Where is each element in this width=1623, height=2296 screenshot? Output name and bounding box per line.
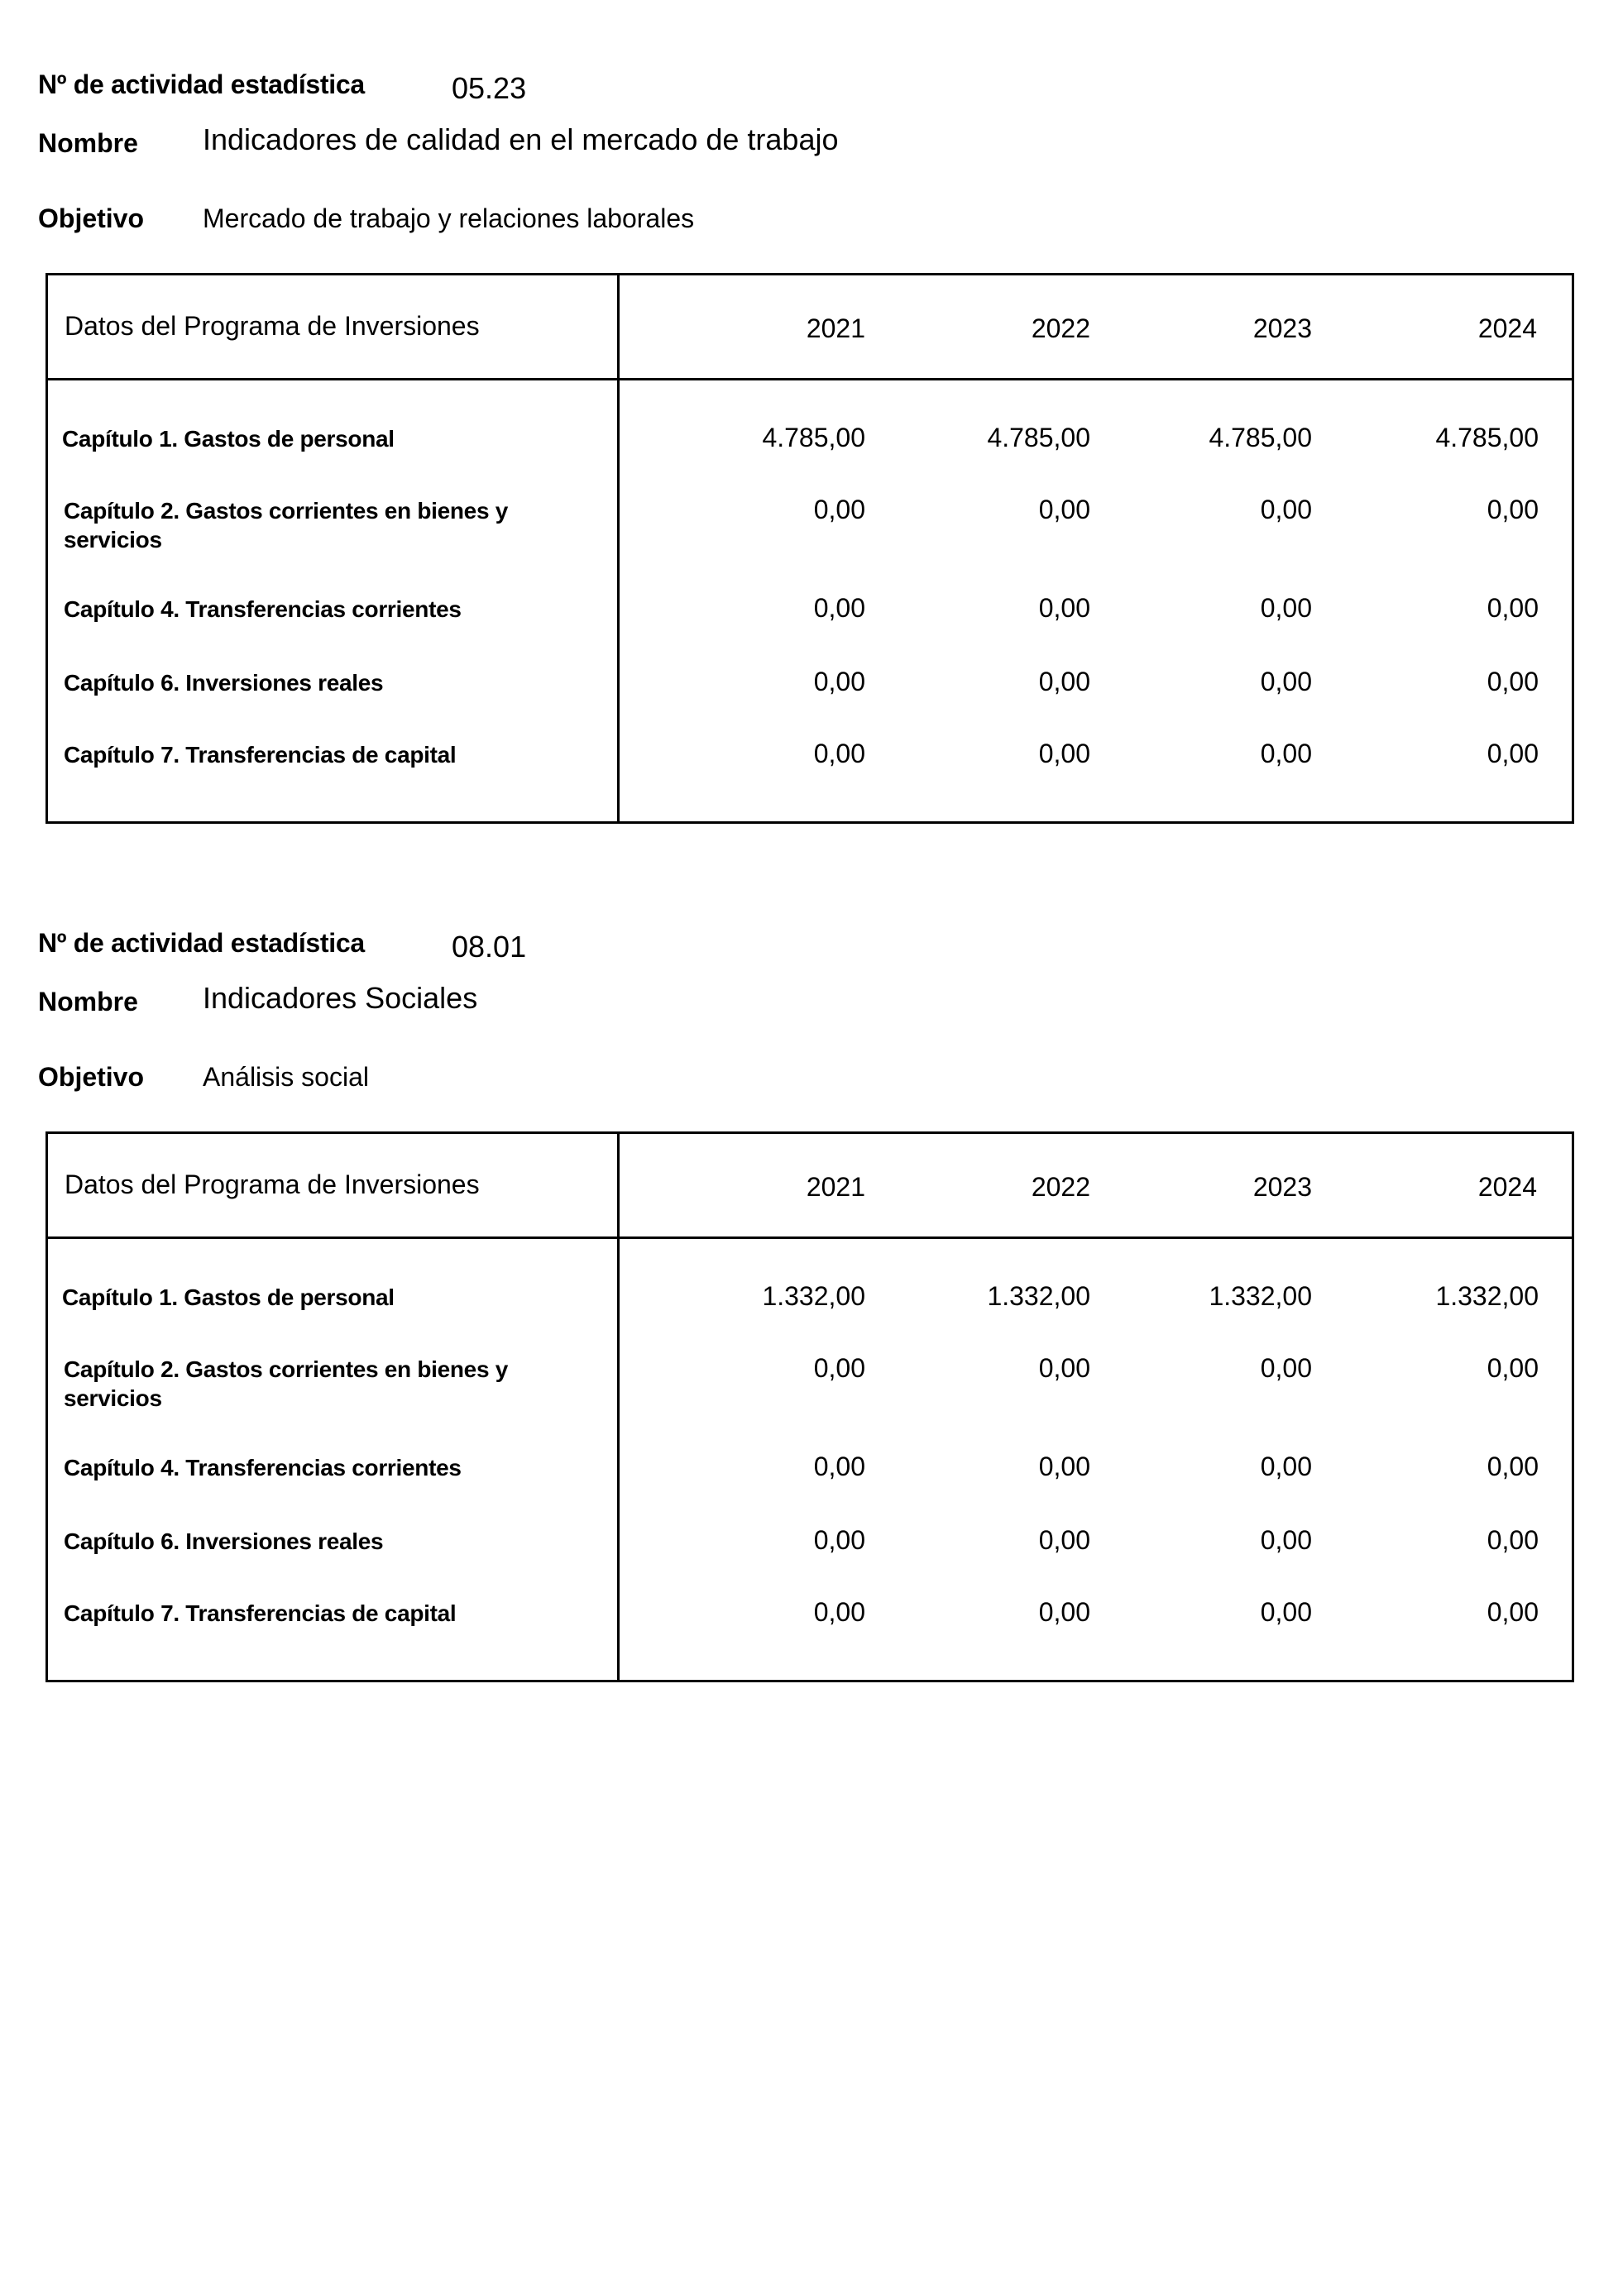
value-cell: 0,00 — [1260, 1525, 1312, 1555]
value-cell: 0,00 — [1260, 593, 1312, 623]
chapter-label: Capítulo 7. Transferencias de capital — [64, 742, 457, 768]
table-column-divider — [617, 275, 620, 821]
value-cell: 1.332,00 — [762, 1281, 865, 1311]
value-cell: 0,00 — [1487, 739, 1539, 768]
value-cell: 0,00 — [1260, 739, 1312, 768]
name-value: Indicadores Sociales — [203, 981, 478, 1015]
value-cell: 0,00 — [1038, 495, 1090, 524]
chapter-label: Capítulo 2. Gastos corrientes en bienes y servicios — [64, 1356, 508, 1411]
year-header: 2024 — [1477, 313, 1537, 343]
name-label: Nombre — [38, 128, 138, 158]
activity-number-label: Nº de actividad estadística — [38, 69, 365, 99]
table-header-divider — [48, 1236, 1572, 1239]
chapter-label: Capítulo 1. Gastos de personal — [62, 426, 395, 452]
chapter-label: Capítulo 4. Transferencias corrientes — [64, 1455, 462, 1480]
activity-section — [0, 859, 1623, 1686]
year-header: 2023 — [1252, 1172, 1312, 1202]
value-cell: 4.785,00 — [1209, 423, 1312, 452]
value-cell: 0,00 — [1487, 1597, 1539, 1627]
value-cell: 0,00 — [1260, 1452, 1312, 1481]
value-cell: 0,00 — [813, 739, 865, 768]
activity-number-value: 08.01 — [452, 930, 527, 964]
value-cell: 0,00 — [1260, 1597, 1312, 1627]
name-value: Indicadores de calidad en el mercado de trabajo — [203, 122, 839, 156]
value-cell: 0,00 — [1038, 1353, 1090, 1383]
objective-value: Análisis social — [203, 1062, 369, 1092]
value-cell: 0,00 — [1260, 495, 1312, 524]
value-cell: 0,00 — [1260, 667, 1312, 696]
objective-label: Objetivo — [38, 203, 145, 233]
value-cell: 0,00 — [813, 1353, 865, 1383]
value-cell: 1.332,00 — [1209, 1281, 1312, 1311]
value-cell: 0,00 — [1038, 1597, 1090, 1627]
value-cell: 0,00 — [1487, 1452, 1539, 1481]
value-cell: 1.332,00 — [1435, 1281, 1539, 1311]
value-cell: 0,00 — [1487, 667, 1539, 696]
activity-number-label: Nº de actividad estadística — [38, 928, 365, 958]
name-label: Nombre — [38, 987, 138, 1016]
investment-table — [45, 273, 1574, 824]
objective-value: Mercado de trabajo y relaciones laborales — [203, 203, 695, 233]
activity-number-value: 05.23 — [452, 71, 527, 105]
year-header: 2021 — [806, 1172, 865, 1202]
value-cell: 0,00 — [1038, 593, 1090, 623]
value-cell: 0,00 — [813, 1597, 865, 1627]
year-header: 2022 — [1031, 1172, 1090, 1202]
objective-label: Objetivo — [38, 1062, 145, 1092]
value-cell: 0,00 — [1038, 739, 1090, 768]
table-header-title: Datos del Programa de Inversiones — [65, 1170, 480, 1199]
value-cell: 0,00 — [813, 495, 865, 524]
chapter-label: Capítulo 6. Inversiones reales — [64, 670, 384, 696]
investment-table — [45, 1131, 1574, 1682]
chapter-label: Capítulo 6. Inversiones reales — [64, 1528, 384, 1554]
value-cell: 0,00 — [813, 1525, 865, 1555]
value-cell: 0,00 — [1487, 593, 1539, 623]
value-cell: 4.785,00 — [762, 423, 865, 452]
year-header: 2024 — [1477, 1172, 1537, 1202]
value-cell: 0,00 — [1038, 667, 1090, 696]
chapter-label: Capítulo 2. Gastos corrientes en bienes y servicios — [64, 498, 508, 552]
chapter-label: Capítulo 7. Transferencias de capital — [64, 1600, 457, 1626]
value-cell: 0,00 — [813, 593, 865, 623]
year-header: 2023 — [1252, 313, 1312, 343]
value-cell: 4.785,00 — [987, 423, 1090, 452]
year-header: 2021 — [806, 313, 865, 343]
value-cell: 1.332,00 — [987, 1281, 1090, 1311]
value-cell: 0,00 — [1038, 1525, 1090, 1555]
value-cell: 0,00 — [1260, 1353, 1312, 1383]
activity-section — [0, 0, 1623, 827]
table-header-title: Datos del Programa de Inversiones — [65, 311, 480, 341]
table-column-divider — [617, 1134, 620, 1680]
value-cell: 0,00 — [813, 1452, 865, 1481]
value-cell: 4.785,00 — [1435, 423, 1539, 452]
value-cell: 0,00 — [1038, 1452, 1090, 1481]
year-header: 2022 — [1031, 313, 1090, 343]
value-cell: 0,00 — [813, 667, 865, 696]
chapter-label: Capítulo 1. Gastos de personal — [62, 1284, 395, 1310]
chapter-label: Capítulo 4. Transferencias corrientes — [64, 596, 462, 622]
value-cell: 0,00 — [1487, 495, 1539, 524]
value-cell: 0,00 — [1487, 1525, 1539, 1555]
value-cell: 0,00 — [1487, 1353, 1539, 1383]
table-header-divider — [48, 378, 1572, 380]
